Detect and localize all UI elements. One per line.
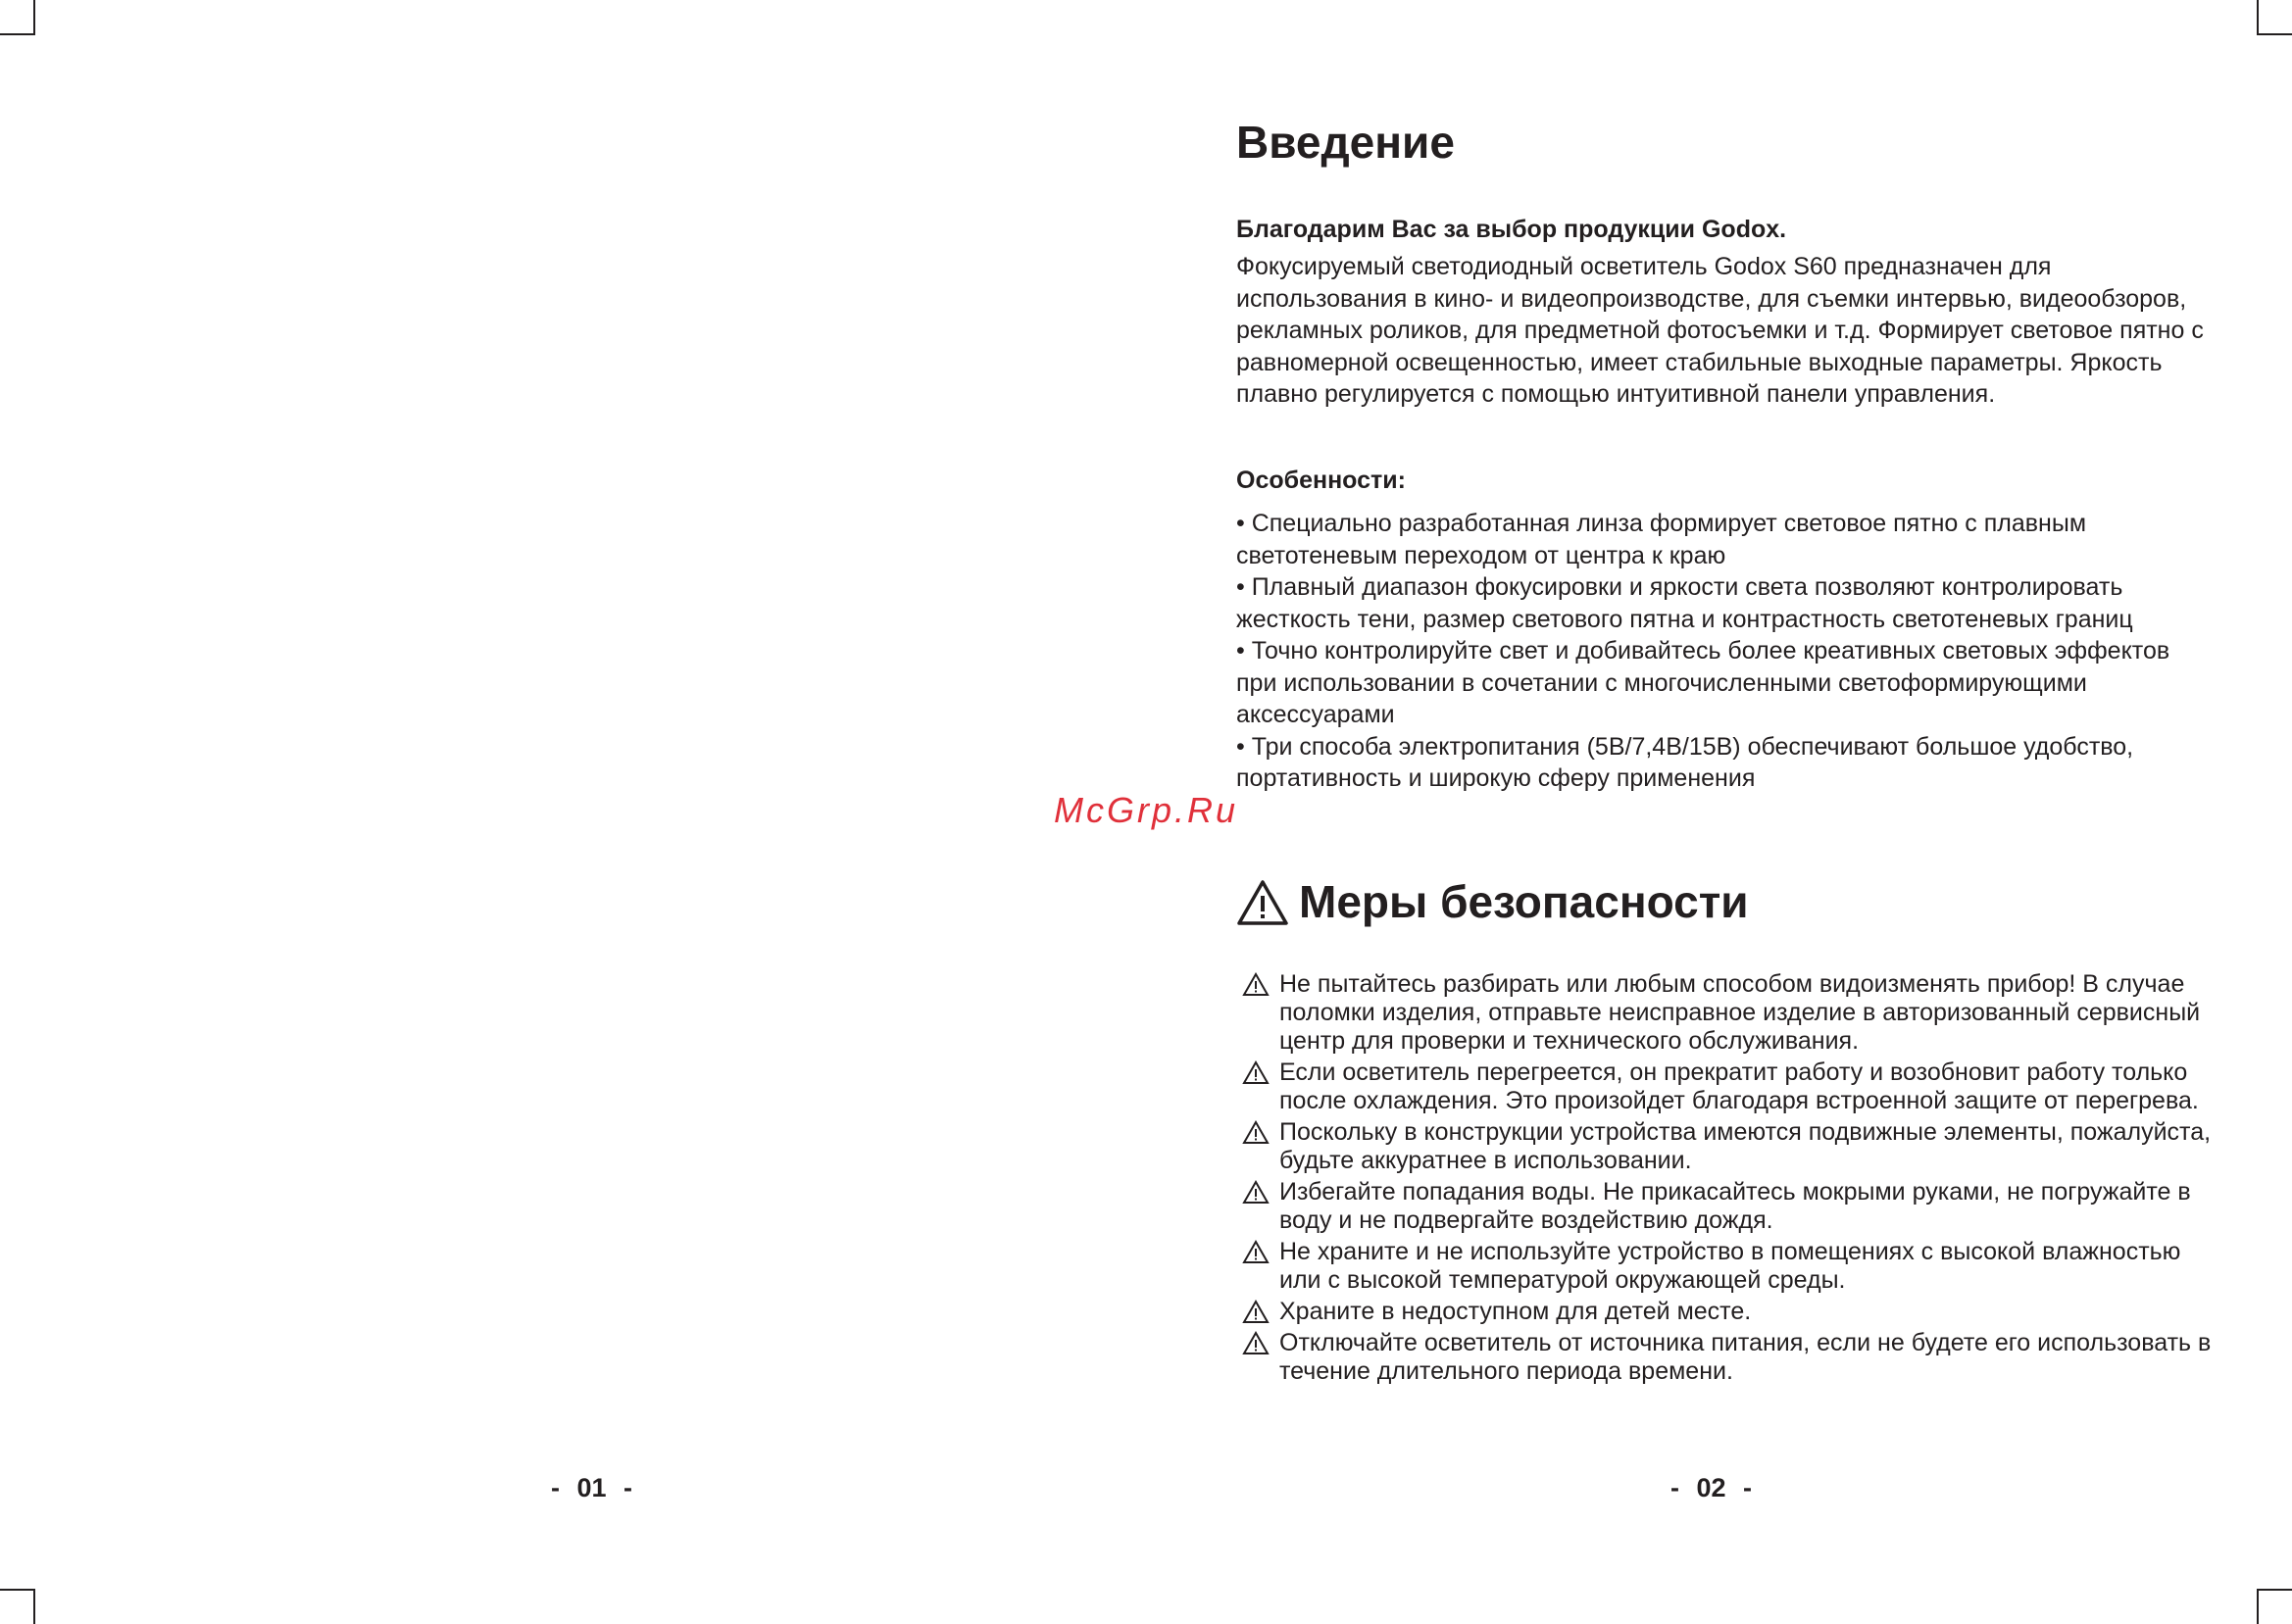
safety-item	[1236, 970, 2217, 1056]
safety-item-text: Отключайте осветитель от источника питания, если не будете его использовать в течение длительного периода времени.	[1279, 1329, 2212, 1385]
crop-mark	[0, 33, 35, 35]
safety-item-text: Избегайте попадания воды. Не прикасайтесь мокрыми руками, не погружайте в воду и не подвергайте воздействию дождя.	[1279, 1178, 2191, 1234]
warning-icon	[1242, 972, 1270, 997]
safety-item	[1236, 1238, 2217, 1295]
warning-icon	[1242, 1300, 1270, 1324]
crop-mark	[33, 1589, 35, 1624]
safety-list	[1236, 970, 2217, 1389]
crop-mark	[2257, 1589, 2292, 1591]
safety-item	[1236, 1178, 2217, 1235]
warning-icon	[1242, 1180, 1270, 1205]
intro-thanks: Благодарим Вас за выбор продукции Godox.	[1236, 216, 1787, 243]
safety-item-text: Не храните и не используйте устройство в помещениях с высокой влажностью или с высокой температурой окружающей среды.	[1279, 1238, 2181, 1294]
features-list	[1236, 508, 2217, 795]
warning-icon	[1242, 1060, 1270, 1085]
safety-item-text: Храните в недоступном для детей месте.	[1279, 1298, 1752, 1325]
warning-icon	[1242, 1331, 1270, 1355]
crop-mark	[2257, 33, 2292, 35]
warning-icon	[1242, 1120, 1270, 1145]
feature-item: • Три способа электропитания (5В/7,4В/15В) обеспечивают большое удобство, портативность и широкую сферу применения	[1236, 732, 2134, 792]
page-number-right: - 02 -	[1670, 1473, 1753, 1502]
safety-item	[1236, 1118, 2217, 1175]
safety-item	[1236, 1058, 2217, 1115]
warning-icon	[1242, 1240, 1270, 1264]
feature-item: • Плавный диапазон фокусировки и яркости света позволяют контролировать жесткость тени, размер светового пятна и контрастность светотеневых границ	[1236, 573, 2133, 633]
safety-item-text: Не пытайтесь разбирать или любым способом видоизменять прибор! В случае поломки изделия, отправьте неисправное изделие в авторизованный сервисный центр для проверки и технического обслуживания.	[1279, 970, 2201, 1055]
page-number-left: - 01 -	[551, 1473, 633, 1502]
intro-title: Введение	[1236, 117, 1455, 168]
feature-item: • Точно контролируйте свет и добивайтесь более креативных световых эффектов при использовании в сочетании с многочисленными светоформирующими аксессуарами	[1236, 637, 2170, 728]
safety-title: Меры безопасности	[1299, 876, 1749, 927]
features-title: Особенности:	[1236, 467, 1406, 494]
feature-item: • Специально разработанная линза формирует световое пятно с плавным светотеневым переходом от центра к краю	[1236, 510, 2087, 569]
crop-mark	[33, 0, 35, 35]
warning-triangle-icon	[1236, 879, 1289, 926]
safety-item-text: Если осветитель перегреется, он прекратит работу и возобновит работу только после охлаждения. Это произойдет благодаря встроенной защите от перегрева.	[1279, 1058, 2199, 1114]
crop-mark	[2257, 1589, 2259, 1624]
safety-item	[1236, 1298, 2217, 1326]
watermark-text: McGrp.Ru	[1054, 790, 1239, 830]
intro-body: Фокусируемый светодиодный осветитель Godox S60 предназначен для использования в кино- и видеопроизводстве, для съемки интервью, видеообзоров, рекламных роликов, для предметной фотосъемки и т.д. Формирует световое пятно с равномерной освещенностью, имеет стабильные выходные параметры. Яркость плавно регулируется с помощью интуитивной панели управления.	[1236, 253, 2204, 408]
safety-item	[1236, 1329, 2217, 1386]
crop-mark	[2257, 0, 2259, 35]
crop-mark	[0, 1589, 35, 1591]
safety-item-text: Поскольку в конструкции устройства имеются подвижные элементы, пожалуйста, будьте аккуратнее в использовании.	[1279, 1118, 2212, 1174]
